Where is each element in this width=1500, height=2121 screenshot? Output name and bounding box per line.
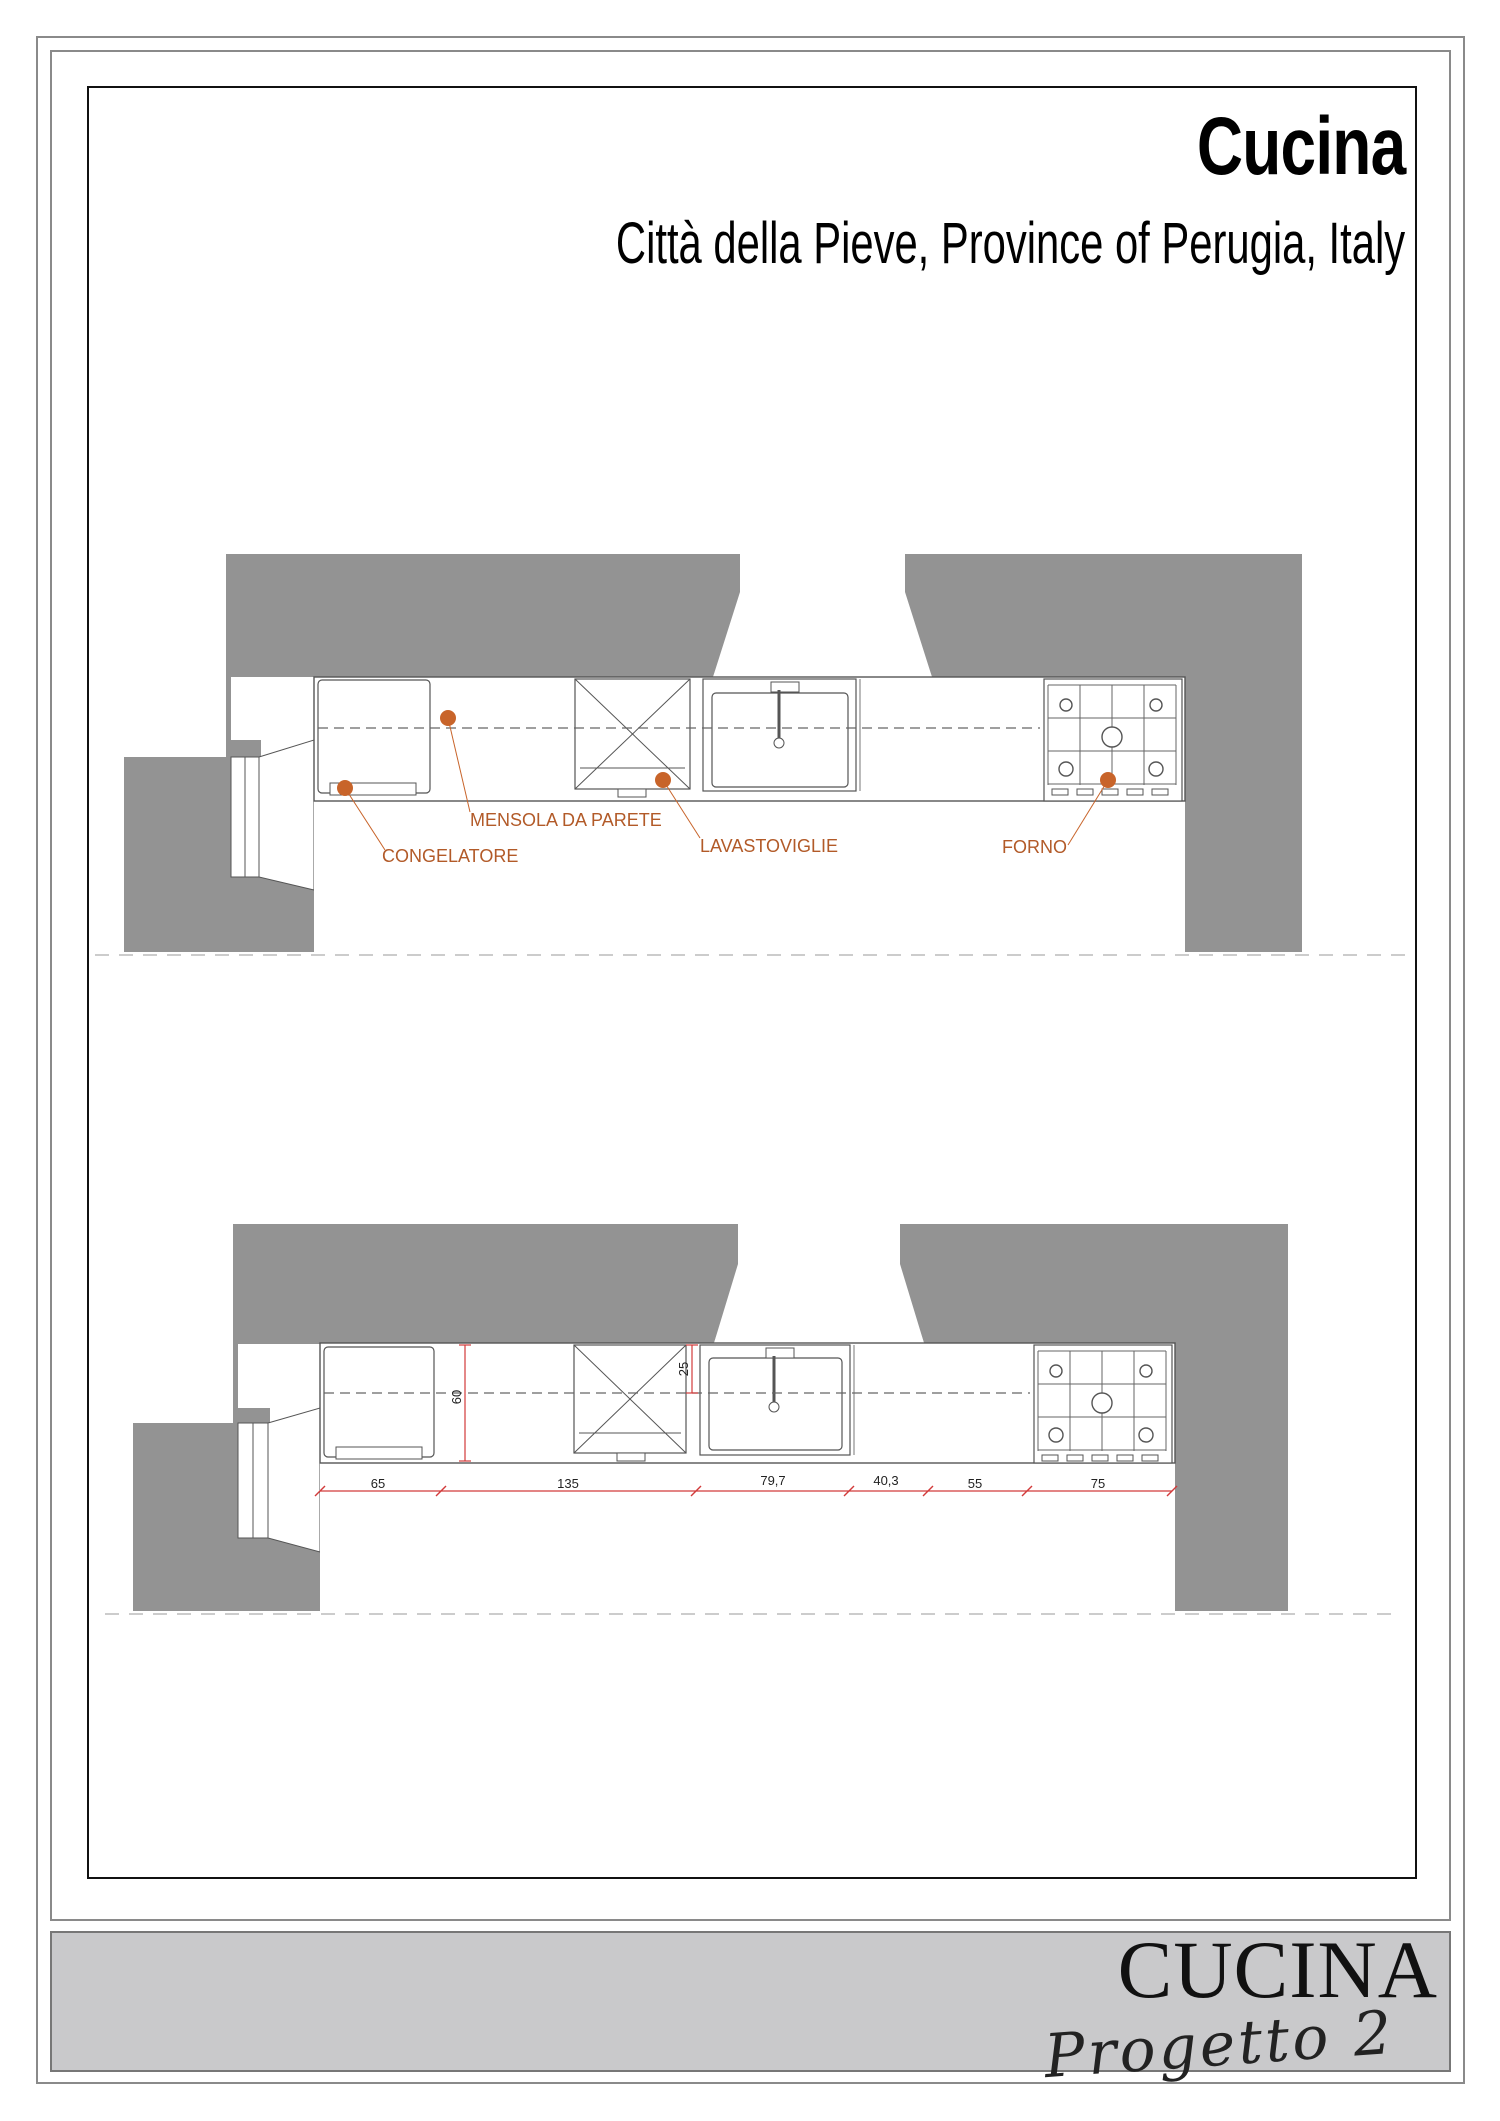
- label-mensola-da-parete: MENSOLA DA PARETE: [470, 810, 662, 830]
- hood: [714, 1272, 924, 1343]
- burner-icon: [1149, 762, 1163, 776]
- freezer: [324, 1347, 434, 1457]
- window-splay: [268, 1408, 320, 1552]
- burner-icon: [1060, 699, 1072, 711]
- dim-depth-60: 60: [449, 1389, 464, 1405]
- label-lavastoviglie: LAVASTOVIGLIE: [700, 836, 839, 856]
- right-wall-column: [1185, 677, 1302, 952]
- dim-65: 65: [370, 1476, 386, 1491]
- knob-icon: [1142, 1455, 1158, 1461]
- knob-icon: [1092, 1455, 1108, 1461]
- knob-icon: [1152, 789, 1168, 795]
- plan-bottom: [105, 1224, 1400, 1614]
- burner-icon: [1150, 699, 1162, 711]
- knob-icon: [1077, 789, 1093, 795]
- burner-icon: [1050, 1365, 1062, 1377]
- freezer: [318, 680, 430, 793]
- right-wall-column: [1175, 1343, 1288, 1611]
- knob-icon: [1102, 789, 1118, 795]
- knob-icon: [1117, 1455, 1133, 1461]
- page-title: Cucina: [1196, 101, 1405, 192]
- page-subtitle: Città della Pieve, Province of Perugia, Italy: [615, 211, 1405, 276]
- burner-icon: [1140, 1365, 1152, 1377]
- brand-script: Progetto 2: [1042, 1997, 1398, 2093]
- window-splay: [259, 740, 314, 890]
- knob-icon: [1052, 789, 1068, 795]
- label-forno: FORNO: [1002, 837, 1067, 857]
- outer-frame: [37, 37, 1464, 2083]
- knob-icon: [1127, 789, 1143, 795]
- dim-55: 55: [967, 1476, 983, 1491]
- burner-icon: [1139, 1428, 1153, 1442]
- knob-icon: [1042, 1455, 1058, 1461]
- burner-icon: [1092, 1393, 1112, 1413]
- left-wall-upper: [233, 1224, 323, 1344]
- plan-top: [95, 554, 1410, 955]
- knob-icon: [1067, 1455, 1083, 1461]
- dim-40-3: 40,3: [873, 1473, 899, 1488]
- chimney-flue: [740, 554, 905, 604]
- hood: [713, 604, 932, 677]
- burner-icon: [1102, 727, 1122, 747]
- burner-icon: [1049, 1428, 1063, 1442]
- label-congelatore: CONGELATORE: [382, 846, 519, 866]
- left-wall-upper: [226, 554, 316, 674]
- dim-75: 75: [1090, 1476, 1106, 1491]
- burner-icon: [1059, 762, 1073, 776]
- dim-135: 135: [557, 1476, 579, 1491]
- faucet: [771, 682, 799, 692]
- dim-79-7: 79,7: [760, 1473, 786, 1488]
- chimney-flue: [738, 1224, 900, 1272]
- dim-sink-25: 25: [676, 1361, 691, 1377]
- brand-logo: CUCINA: [1117, 1924, 1438, 2015]
- inner-frame: [51, 51, 1450, 1920]
- faucet: [766, 1348, 794, 1358]
